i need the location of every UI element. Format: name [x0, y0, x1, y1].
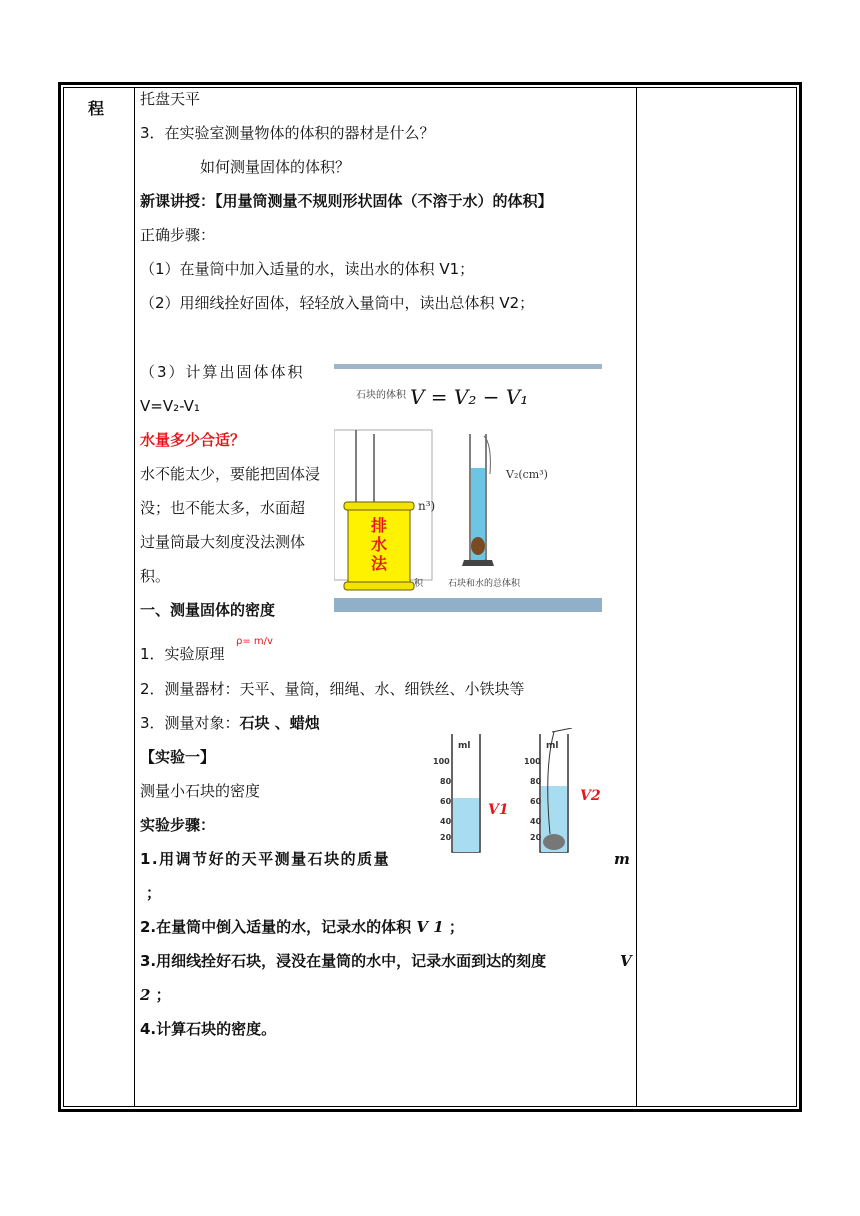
- tick-label: 80: [440, 777, 452, 786]
- cylinder-1-water: [453, 798, 479, 852]
- section-heading: 一、测量固体的密度: [140, 601, 276, 619]
- experiment-heading: 【实验一】: [140, 748, 216, 766]
- text-line: 积。: [140, 567, 171, 585]
- cylinder-2-unit: ml: [546, 741, 559, 751]
- badge-scroll-top: [344, 502, 414, 510]
- right-cylinder-base: [462, 560, 494, 566]
- figure-bottom-bar: [334, 598, 602, 612]
- badge-char-2: 水: [370, 535, 388, 554]
- text-line: V=V₂-V₁: [140, 397, 200, 415]
- tick-label: 60: [440, 797, 452, 806]
- density-formula: ρ= m/v: [236, 636, 273, 647]
- step-line: [140, 985, 171, 1005]
- step-var: m: [614, 850, 630, 868]
- stone-icon: [471, 537, 485, 555]
- column-divider-right: [636, 88, 637, 1106]
- text-line: 托盘天平: [140, 90, 201, 108]
- text-line: 正确步骤：: [140, 226, 216, 244]
- text-line: [140, 191, 553, 211]
- badge-char-1: 排: [370, 516, 388, 535]
- step-var: V 1: [416, 918, 444, 936]
- step-var: 2: [140, 986, 151, 1004]
- tick-label: 20: [440, 833, 452, 842]
- tick-label: 20: [530, 833, 542, 842]
- stone-icon: [543, 834, 565, 850]
- figure-top-bar: [334, 364, 602, 369]
- tick-label: 40: [440, 817, 452, 826]
- tick-label: 100: [433, 757, 450, 766]
- caption-right: 石块和水的总体积: [448, 579, 521, 589]
- label-cell: 程: [88, 99, 105, 118]
- displacement-figure: [334, 364, 602, 612]
- step-var: V: [620, 952, 632, 970]
- text-line: （1）在量筒中加入适量的水，读出水的体积 V1；: [140, 260, 475, 278]
- figure-caption-top: 石块的体积: [356, 390, 406, 401]
- text-line: 水不能太少，要能把固体浸: [140, 465, 321, 483]
- tick-label: 60: [530, 797, 542, 806]
- cylinder-1-unit: ml: [458, 741, 471, 751]
- tick-label: 40: [530, 817, 542, 826]
- step-line: [140, 917, 464, 937]
- figure-formula: V = V₂ − V₁: [410, 385, 529, 409]
- text-line: [140, 713, 320, 733]
- left-unit-fragment: n³): [418, 499, 436, 513]
- step-line: 1.用调节好的天平测量石块的质量: [140, 850, 391, 868]
- text-span: ；: [443, 918, 464, 936]
- v2-label: V2: [580, 788, 601, 804]
- question-heading: 水量多少合适？: [140, 431, 246, 449]
- section-heading-topic: 【用量筒测量不规则形状固体（不溶于水）的体积】: [215, 192, 553, 210]
- step-line: 4.计算石块的密度。: [140, 1020, 277, 1038]
- thread-line: [552, 728, 572, 732]
- text-line: 2．测量器材：天平、量筒，细绳、水、细铁丝、小铁块等: [140, 680, 525, 698]
- badge-scroll-bottom: [344, 582, 414, 590]
- step-line: ；: [146, 884, 162, 902]
- tick-label: 80: [530, 777, 542, 786]
- text-span: 3．测量对象：: [140, 714, 240, 732]
- text-span: 2.在量筒中倒入适量的水，记录水的体积: [140, 918, 417, 936]
- text-span: ；: [150, 986, 171, 1004]
- steps-heading: 实验步骤：: [140, 816, 216, 834]
- text-span-bold: 石块 、蜡烛: [239, 714, 320, 732]
- v1-label: V1: [488, 802, 509, 818]
- badge-char-3: 法: [370, 554, 388, 573]
- text-line: 过量筒最大刻度没法测体: [140, 533, 306, 551]
- section-heading: 新课讲授：: [140, 192, 216, 210]
- text-line: 没；也不能太多，水面超: [140, 499, 306, 517]
- text-line: （3）计算出固体体积: [140, 363, 305, 381]
- tick-label: 100: [524, 757, 541, 766]
- column-divider-left: [134, 88, 135, 1106]
- text-line: 3．在实验室测量物体的体积的器材是什么？: [140, 124, 435, 142]
- text-line: 测量小石块的密度: [140, 782, 261, 800]
- cylinders-figure: [432, 728, 612, 860]
- right-unit-label: V₂(cm³): [506, 468, 548, 481]
- caption-left: 积: [414, 579, 424, 589]
- step-line: 3.用细线拴好石块，浸没在量筒的水中，记录水面到达的刻度: [140, 952, 547, 970]
- text-line: （2）用细线拴好固体，轻轻放入量筒中，读出总体积 V2；: [140, 294, 535, 312]
- text-line: 如何测量固体的体积？: [200, 158, 351, 176]
- text-line: 1．实验原理: [140, 645, 225, 663]
